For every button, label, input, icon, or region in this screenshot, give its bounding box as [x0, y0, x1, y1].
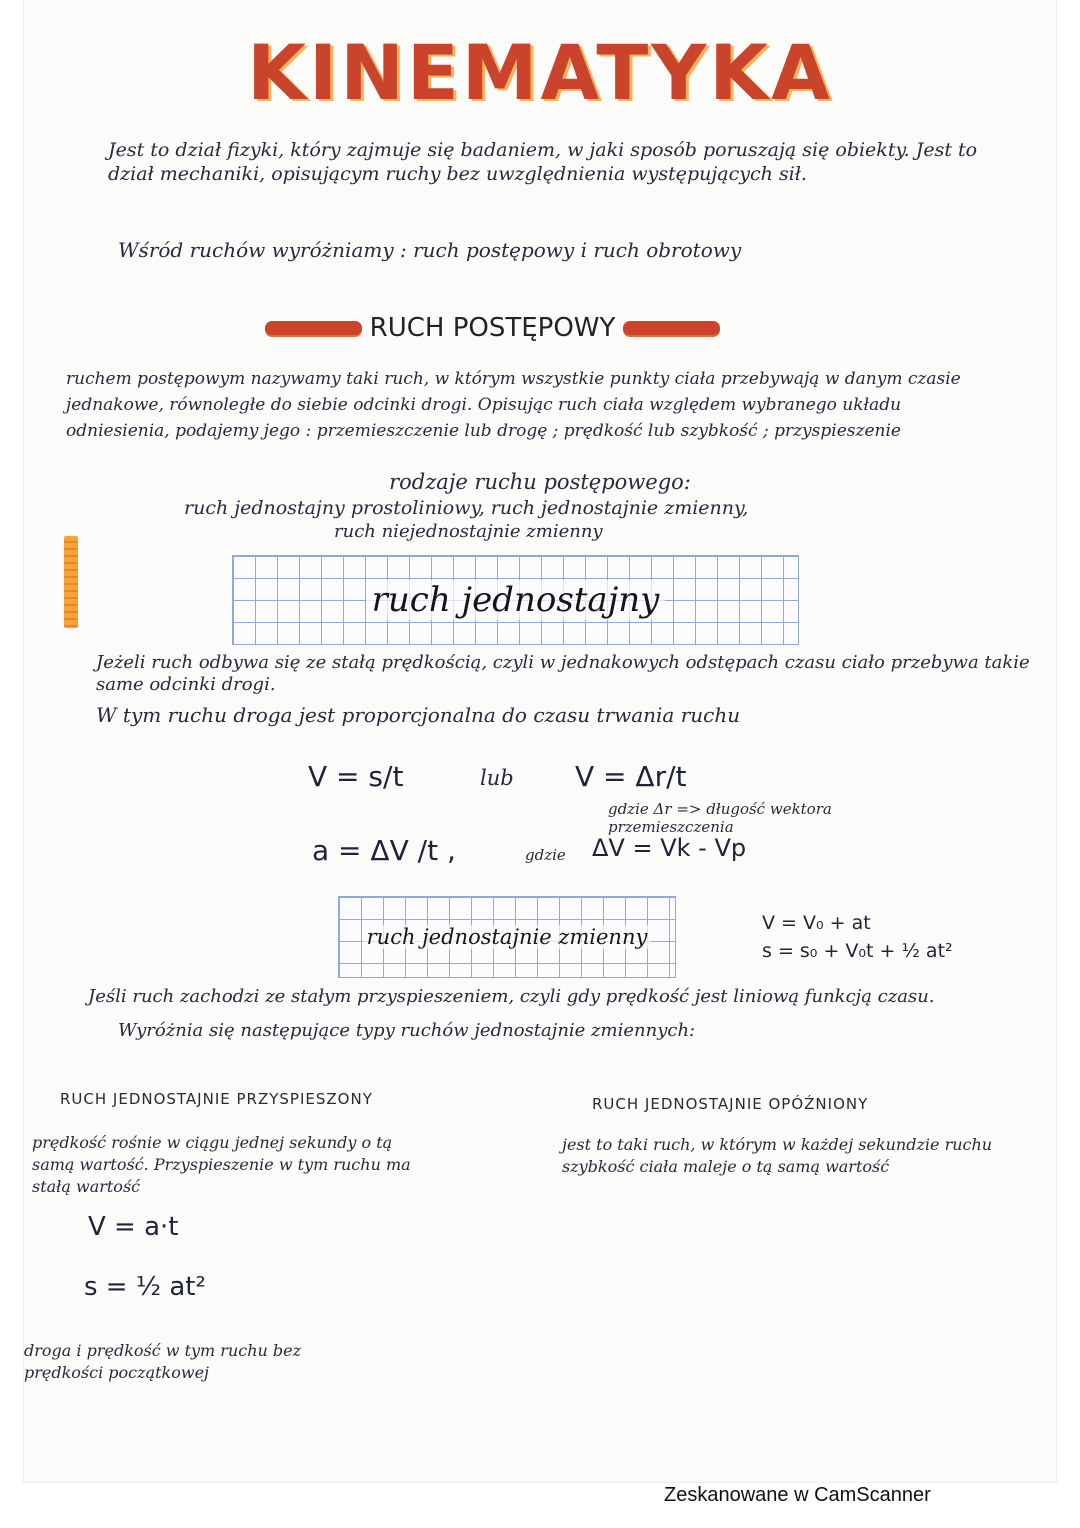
accelerated-text-1: Jeśli ruch zachodzi ze stałym przyspieszeniem, czyli gdy prędkość jest liniową funkcją czasu. [88, 986, 935, 1007]
accelerated-text-2: Wyróżnia się następujące typy ruchów jednostajnie zmiennych: [118, 1020, 696, 1041]
section-heading [265, 308, 720, 348]
uniform-text-1: Jeżeli ruch odbywa się ze stałą prędkością, czyli w jednakowych odstępach czasu ciało przebywa takie same odcinki drogi. [96, 652, 1030, 695]
formula-v2: V = Δr/t [575, 760, 687, 793]
uniform-title-box [232, 555, 799, 645]
notebook-page [24, 0, 1056, 1482]
formula-v1: V = s/t [308, 760, 404, 793]
definition-text: ruchem postępowym nazywamy taki ruch, w którym wszystkie punkty ciała przebywają w danym czasie jednakowe, równoległe do siebie odcinki drogi. Opisując ruch ciała względem wybranego układu odniesienia, podajemy jego : przemieszczenie lub drogę ; prędkość lub szybkość ; przyspieszenie [66, 369, 961, 441]
heading-bar-right [623, 321, 720, 335]
or-text: lub [480, 766, 514, 790]
uniform-paragraph [96, 652, 1036, 726]
accelerated-paragraph [88, 984, 1068, 1044]
delta-r-note: gdzie Δr => długość wektora przemieszczenia [608, 800, 832, 836]
right-column-heading: RUCH JEDNOSTAJNIE OPÓŹNIONY [592, 1095, 869, 1113]
left-column-note: droga i prędkość w tym ruchu bez prędkości początkowej [24, 1341, 302, 1382]
intro-text: Jest to dział fizyki, który zajmuje się badaniem, w jaki sposób poruszają się obiekty. Jest to dział mechaniki, opisującym ruchy bez uwzględnienia występujących sił. [108, 139, 978, 185]
scanner-watermark: Zeskanowane w CamScanner [664, 1484, 931, 1506]
motion-kinds-text: Wśród ruchów wyróżniamy : ruch postępowy i ruch obrotowy [118, 238, 742, 262]
right-column-text: jest to taki ruch, w którym w każdej sekundzie ruchu szybkość ciała maleje o tą samą wartość [562, 1135, 993, 1176]
accelerated-eq-1: V = V₀ + at [762, 912, 871, 934]
page-title: KINEMATYKA [247, 28, 833, 117]
tape-strip [64, 536, 78, 628]
left-column-heading: RUCH JEDNOSTAJNIE PRZYSPIESZONY [60, 1090, 373, 1108]
types-heading: rodzaje ruchu postępowego: [389, 470, 691, 494]
section-title: RUCH POSTĘPOWY [369, 313, 616, 343]
accelerated-eq-2: s = s₀ + V₀t + ½ at² [762, 940, 953, 962]
uniform-text-2: W tym ruchu droga jest proporcjonalna do czasu trwania ruchu [96, 703, 741, 727]
left-column-text: prędkość rośnie w ciągu jednej sekundy o tą samą wartość. Przyspieszenie w tym ruchu ma stałą wartość [32, 1133, 411, 1196]
accelerated-title-box [338, 896, 676, 978]
formula-dv: ΔV = Vk - Vp [592, 834, 747, 862]
heading-bar-left [265, 321, 362, 335]
left-eq-2: s = ½ at² [84, 1272, 206, 1302]
left-eq-1: V = a·t [88, 1212, 179, 1242]
where-text: gdzie [525, 846, 566, 864]
types-line-1: ruch jednostajny prostoliniowy, ruch jednostajnie zmienny, [184, 497, 749, 519]
formula-a: a = ΔV /t , [312, 834, 456, 867]
accelerated-title: ruch jednostajnie zmienny [363, 925, 652, 949]
types-line-2: ruch niejednostajnie zmienny [334, 521, 603, 542]
uniform-title: ruch jednostajny [366, 580, 666, 620]
